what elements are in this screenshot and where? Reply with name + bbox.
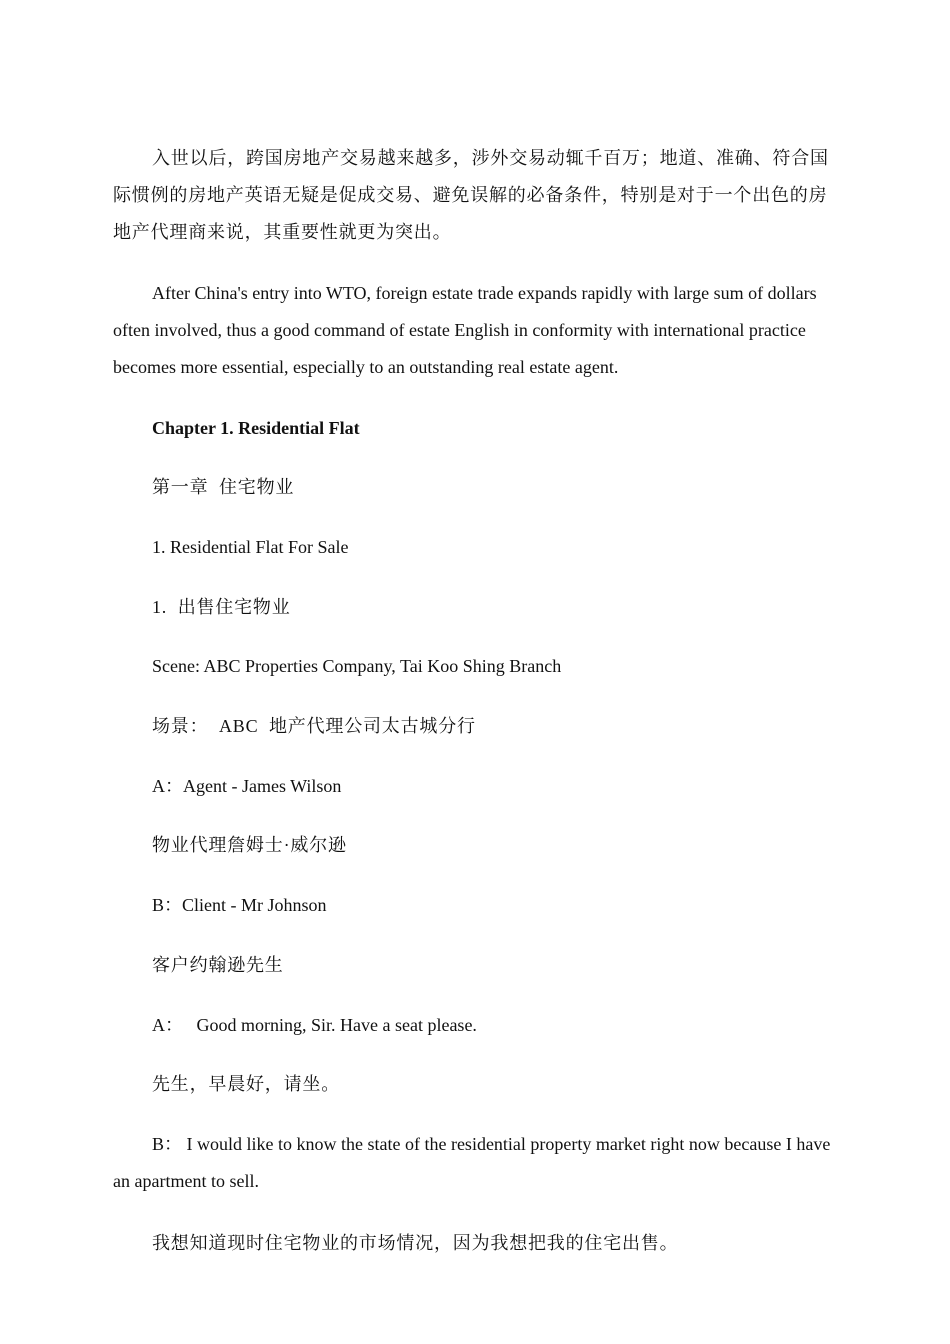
speaker-b-chinese: 客户约翰逊先生 <box>152 955 284 975</box>
chapter-title-english: Chapter 1. Residential Flat <box>152 418 360 438</box>
speaker-a-chinese: 物业代理詹姆士·威尔逊 <box>152 835 347 855</box>
intro-paragraph-chinese: 入世以后，跨国房地产交易越来越多，涉外交易动辄千百万；地道、准确、符合国际惯例的房地产英语无疑是促成交易、避免误解的必备条件，特别是对于一个出色的房地产代理商来说，其重要性就更为突出。 <box>113 148 829 242</box>
dialogue-1-chinese: 先生，早晨好，请坐。 <box>152 1074 340 1094</box>
speaker-a-english: A：Agent - James Wilson <box>152 776 342 796</box>
dialogue-1-english: A： Good morning, Sir. Have a seat please. <box>152 1015 477 1035</box>
section-title-english: 1. Residential Flat For Sale <box>152 537 349 557</box>
dialogue-2-chinese: 我想知道现时住宅物业的市场情况，因为我想把我的住宅出售。 <box>152 1233 679 1253</box>
scene-english: Scene: ABC Properties Company, Tai Koo Shing Branch <box>152 656 562 676</box>
chapter-title-chinese: 第一章 住宅物业 <box>152 477 295 497</box>
dialogue-2-english: B： I would like to know the state of the residential property market right now because I have an apartment to sell. <box>113 1134 831 1191</box>
scene-chinese: 场景： ABC 地产代理公司太古城分行 <box>152 716 476 736</box>
speaker-b-english: B：Client - Mr Johnson <box>152 895 327 915</box>
intro-paragraph-english: After China's entry into WTO, foreign estate trade expands rapidly with large sum of dollars often involved, thus a good command of estate English in conformity with international practice becomes more essential, especially to an outstanding real estate agent. <box>113 283 817 377</box>
section-title-chinese: 1. 出售住宅物业 <box>152 597 291 617</box>
